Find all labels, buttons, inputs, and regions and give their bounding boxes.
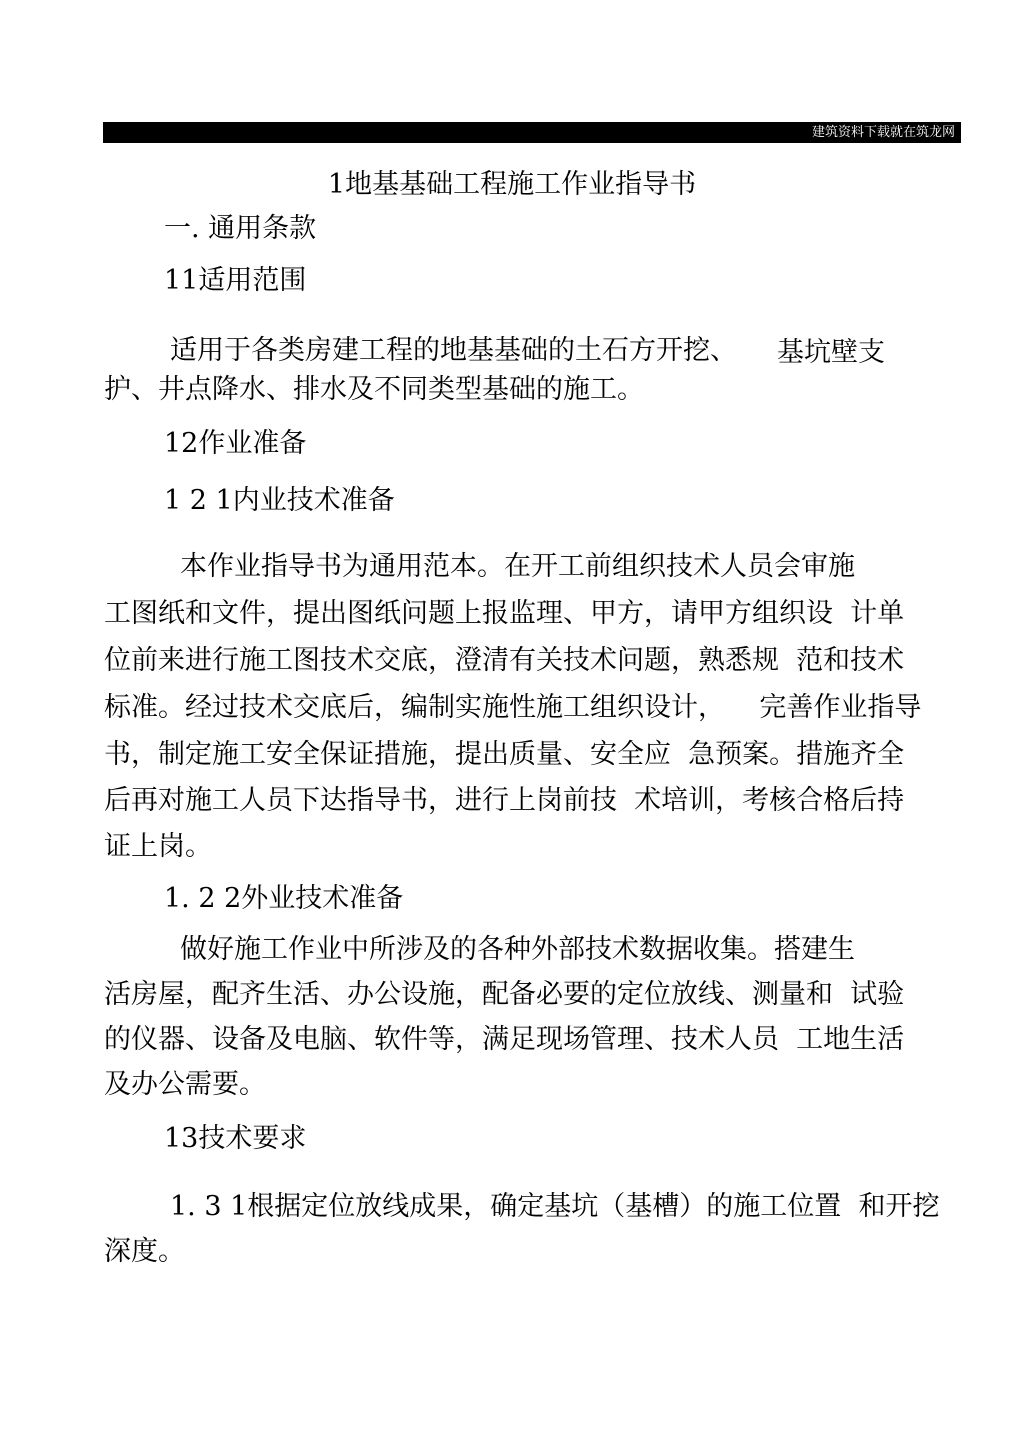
internal-prep-line-2: 工图纸和文件，提出图纸问题上报监理、甲方，请甲方组织设 计单 — [104, 598, 905, 629]
header-tagline: 建筑资料下载就在筑龙网 — [811, 125, 955, 140]
scope-paragraph-line-1: 适用于各类房建工程的地基基础的土石方开挖、 — [170, 335, 737, 366]
internal-prep-line-4: 标准。经过技术交底后，编制实施性施工组织设计， 完善作业指导 — [104, 692, 922, 723]
heading-1-2-2-external-prep: 1. 2 2外业技术准备 — [164, 883, 404, 914]
technical-req-line-2: 深度。 — [104, 1236, 185, 1267]
internal-prep-line-1: 本作业指导书为通用范本。在开工前组织技术人员会审施 — [180, 551, 855, 582]
scope-paragraph-line-2: 护、井点降水、排水及不同类型基础的施工。 — [104, 374, 644, 405]
document-title: 1地基基础工程施工作业指导书 — [327, 169, 697, 200]
internal-prep-line-6: 后再对施工人员下达指导书，进行上岗前技 术培训，考核合格后持 — [104, 785, 905, 816]
header-bar — [103, 122, 961, 143]
external-prep-line-4: 及办公需要。 — [104, 1069, 266, 1100]
heading-1-3-technical-req: 13技术要求 — [164, 1123, 307, 1154]
external-prep-line-3: 的仪器、设备及电脑、软件等，满足现场管理、技术人员 工地生活 — [104, 1024, 905, 1055]
external-prep-line-1: 做好施工作业中所涉及的各种外部技术数据收集。搭建生 — [180, 934, 855, 965]
heading-1-2-1-internal-prep: 1 2 1内业技术准备 — [164, 485, 395, 516]
external-prep-line-2: 活房屋，配齐生活、办公设施，配备必要的定位放线、测量和 试验 — [104, 979, 905, 1010]
scope-paragraph-line-1-end: 基坑壁支 — [777, 337, 885, 368]
heading-1-1-scope: 11适用范围 — [164, 265, 307, 296]
technical-req-line-1: 1. 3 1根据定位放线成果，确定基坑（基槽）的施工位置 和开挖 — [170, 1191, 940, 1222]
internal-prep-line-7: 证上岗。 — [104, 831, 212, 862]
heading-1-2-preparation: 12作业准备 — [164, 428, 307, 459]
internal-prep-line-5: 书，制定施工安全保证措施，提出质量、安全应 急预案。措施齐全 — [104, 739, 905, 770]
section-heading-general: 一. 通用条款 — [164, 213, 317, 244]
internal-prep-line-3: 位前来进行施工图技术交底，澄清有关技术问题，熟悉规 范和技术 — [104, 645, 905, 676]
